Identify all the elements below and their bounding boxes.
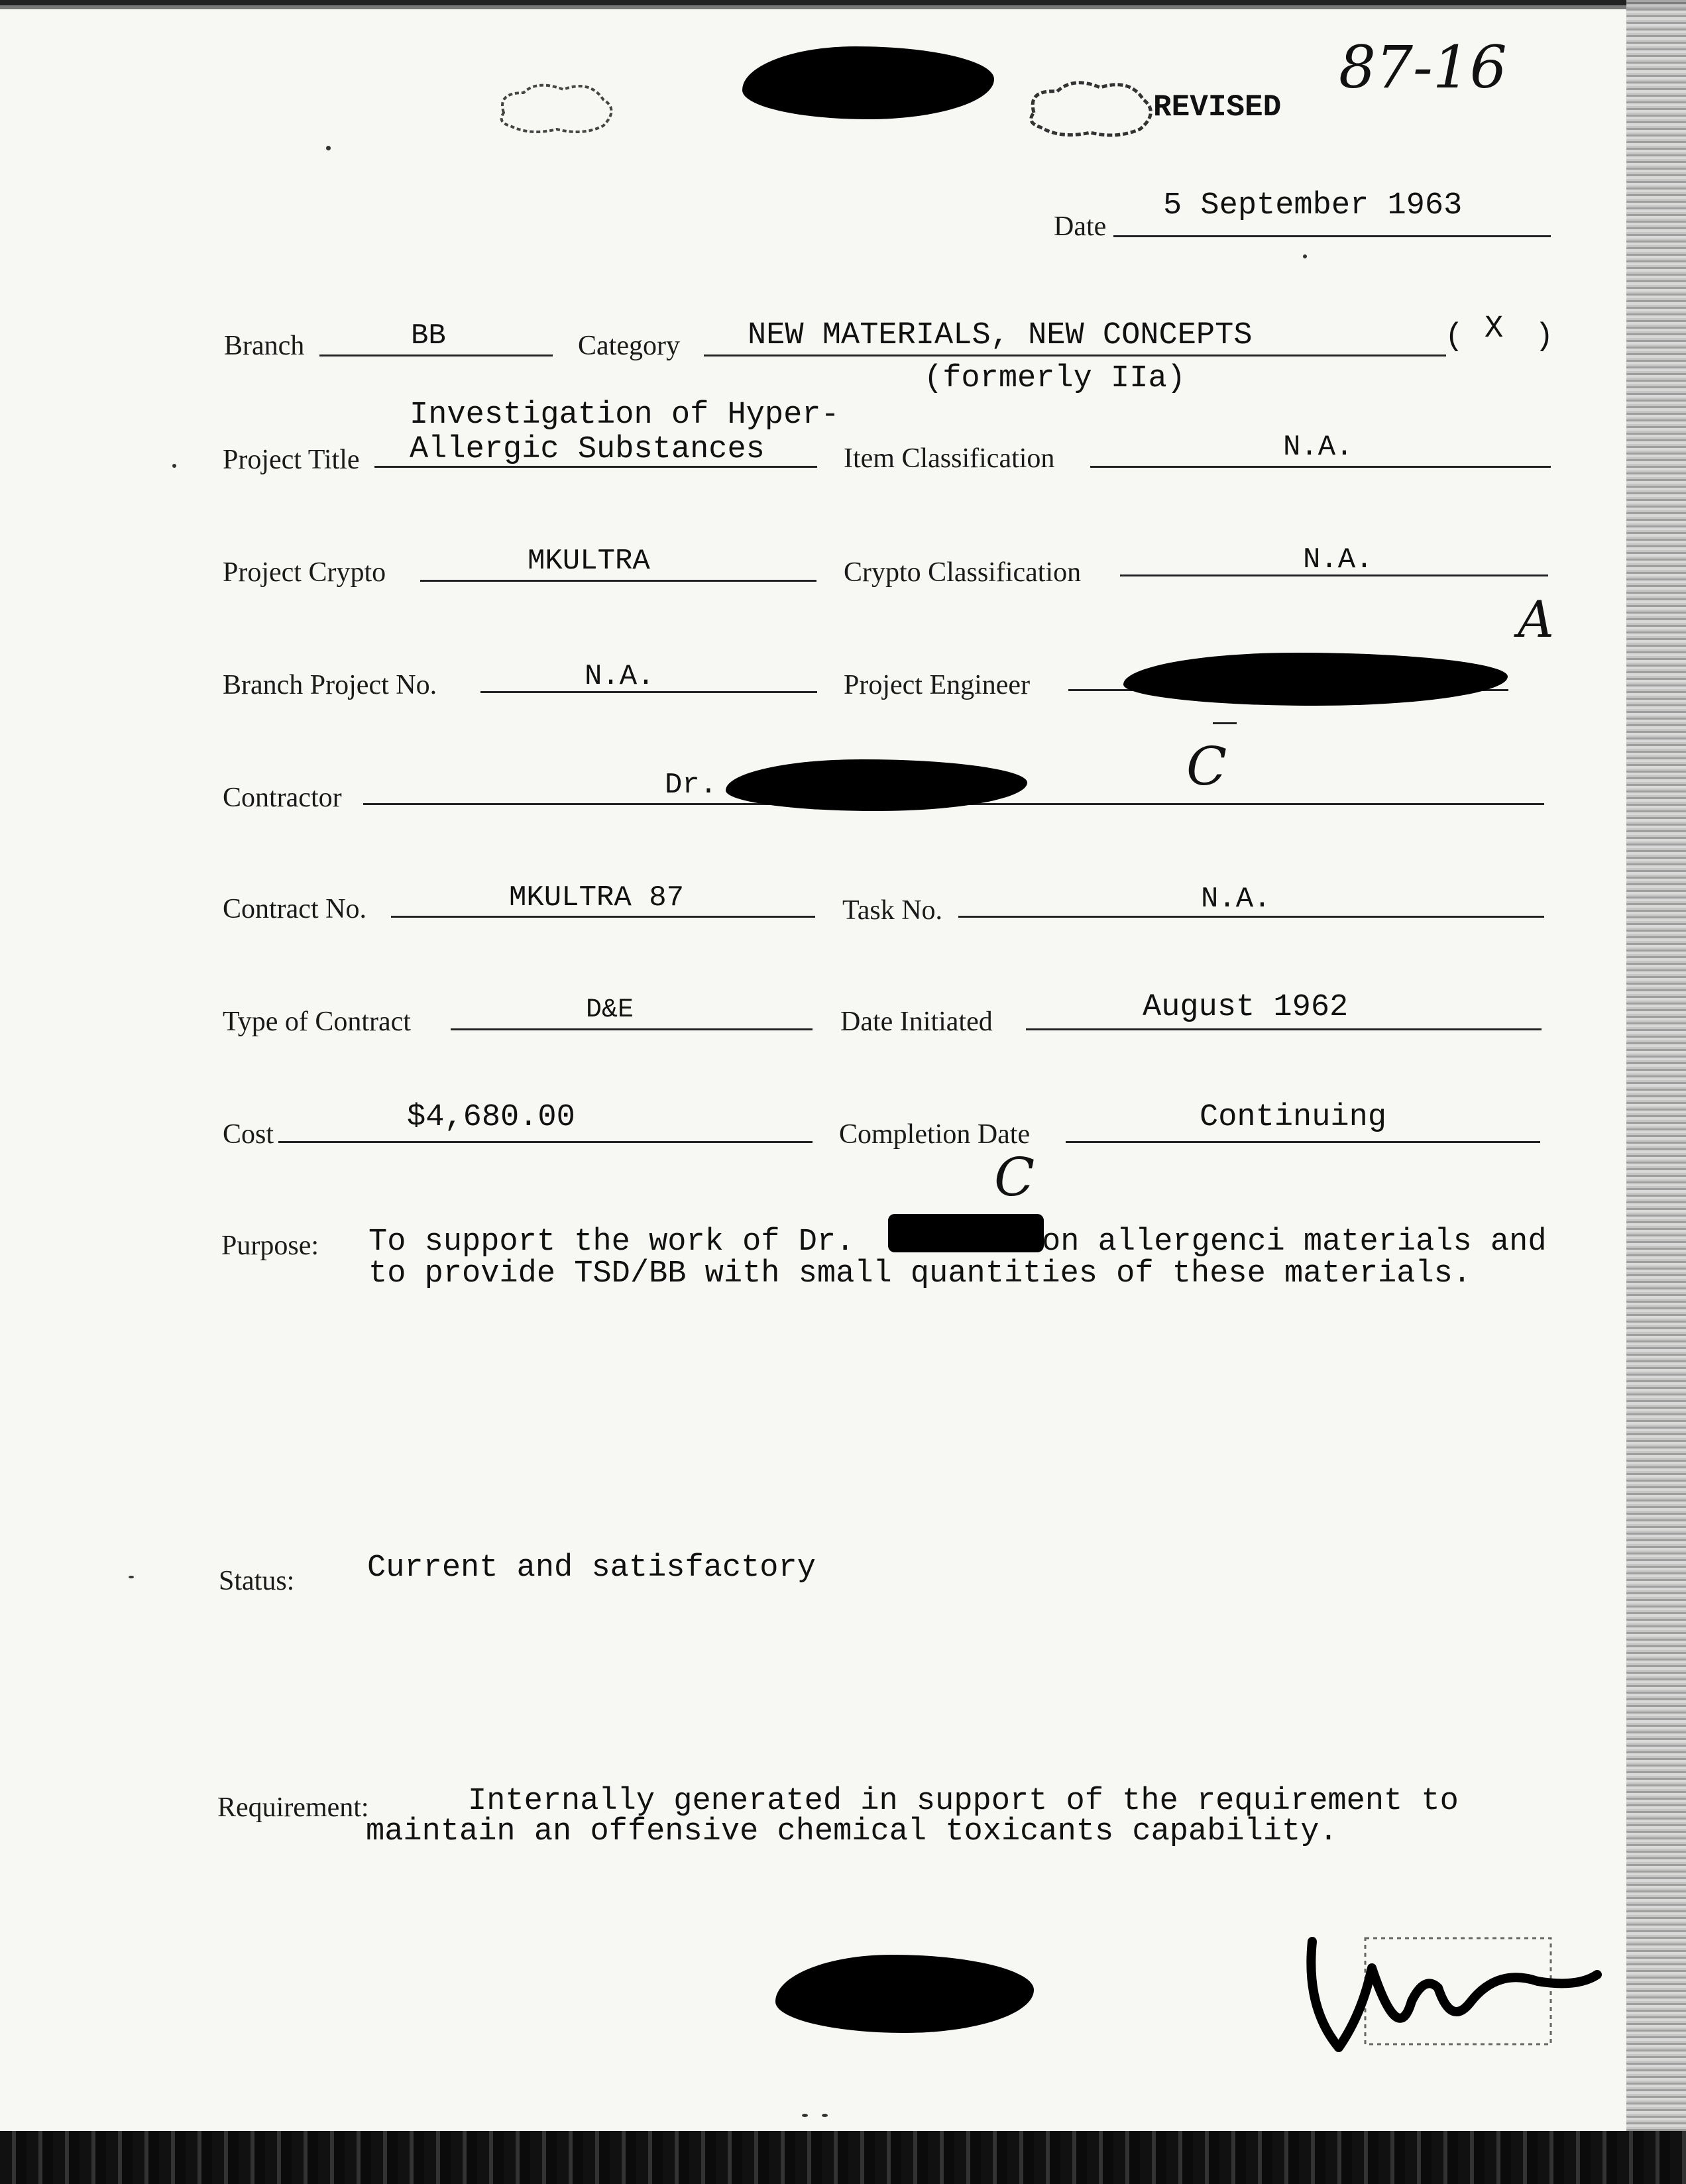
project-crypto-line bbox=[420, 580, 816, 582]
project-title-line1: Investigation of Hyper- bbox=[410, 398, 840, 433]
requirement-line2: maintain an offensive chemical toxicants capability. bbox=[366, 1814, 1338, 1849]
task-no-label: Task No. bbox=[842, 895, 943, 926]
project-engineer-label: Project Engineer bbox=[844, 670, 1031, 700]
project-crypto-label: Project Crypto bbox=[223, 557, 386, 588]
date-value: 5 September 1963 bbox=[1163, 188, 1463, 223]
completion-date-label: Completion Date bbox=[839, 1119, 1031, 1150]
contract-no-line bbox=[391, 916, 815, 918]
cloud-stamp-left-icon bbox=[490, 73, 623, 139]
type-of-contract-label: Type of Contract bbox=[223, 1007, 411, 1037]
task-no-value: N.A. bbox=[1201, 883, 1271, 916]
redaction-footer bbox=[775, 1955, 1034, 2033]
status-value: Current and satisfactory bbox=[367, 1551, 816, 1586]
date-label: Date bbox=[1054, 211, 1107, 242]
contract-no-label: Contract No. bbox=[223, 894, 366, 924]
date-line bbox=[1113, 235, 1551, 237]
scan-bottom-edge bbox=[0, 2131, 1686, 2184]
engineer-underscore-mark bbox=[1213, 722, 1237, 724]
status-label: Status: bbox=[219, 1566, 295, 1596]
category-value: NEW MATERIALS, NEW CONCEPTS bbox=[748, 318, 1253, 353]
speck bbox=[802, 2114, 808, 2117]
crypto-classification-value: N.A. bbox=[1303, 543, 1373, 576]
contractor-label: Contractor bbox=[223, 783, 342, 813]
speck bbox=[822, 2114, 828, 2117]
category-check-open: ( bbox=[1445, 319, 1464, 355]
speck bbox=[172, 464, 176, 468]
category-line bbox=[704, 355, 1446, 356]
purpose-line1-a: To support the work of Dr. bbox=[368, 1225, 855, 1260]
speck bbox=[326, 146, 331, 150]
branch-value: BB bbox=[411, 319, 446, 353]
scan-top-edge bbox=[0, 0, 1686, 15]
speck bbox=[129, 1576, 134, 1578]
annotation-c1: C bbox=[1186, 736, 1227, 797]
item-classification-line bbox=[1090, 466, 1551, 468]
type-of-contract-line bbox=[451, 1028, 813, 1030]
date-initiated-line bbox=[1026, 1028, 1542, 1030]
redaction-purpose bbox=[888, 1214, 1044, 1252]
category-formerly: (formerly IIa) bbox=[924, 361, 1186, 396]
task-no-line bbox=[958, 916, 1544, 918]
completion-date-value: Continuing bbox=[1200, 1100, 1387, 1135]
speck bbox=[1303, 254, 1307, 258]
project-crypto-value: MKULTRA bbox=[528, 545, 650, 578]
requirement-label: Requirement: bbox=[217, 1792, 369, 1823]
handwritten-initials-icon bbox=[1299, 1928, 1610, 2054]
completion-date-line bbox=[1066, 1141, 1540, 1143]
file-number-handwritten: 87-16 bbox=[1339, 33, 1507, 101]
branch-label: Branch bbox=[224, 331, 305, 361]
category-check-mark: X bbox=[1485, 311, 1504, 347]
requirement-line1: Internally generated in support of the requirement to bbox=[468, 1784, 1459, 1819]
category-check-close: ) bbox=[1535, 319, 1554, 355]
branch-project-no-label: Branch Project No. bbox=[223, 670, 437, 700]
branch-project-no-value: N.A. bbox=[585, 660, 655, 693]
contractor-value: Dr. bbox=[665, 769, 718, 802]
item-classification-label: Item Classification bbox=[844, 443, 1055, 474]
purpose-line1-b: on allergenci materials and bbox=[1042, 1225, 1547, 1260]
cloud-stamp-right-icon bbox=[1021, 73, 1166, 146]
annotation-c2: C bbox=[994, 1146, 1035, 1208]
cost-label: Cost bbox=[223, 1119, 274, 1150]
annotation-a: A bbox=[1518, 590, 1554, 649]
date-initiated-label: Date Initiated bbox=[840, 1007, 993, 1037]
cost-value: $4,680.00 bbox=[407, 1100, 575, 1135]
crypto-classification-label: Crypto Classification bbox=[844, 557, 1082, 588]
category-label: Category bbox=[578, 331, 680, 361]
revised-stamp: REVISED bbox=[1153, 90, 1282, 125]
contract-no-value: MKULTRA 87 bbox=[509, 881, 685, 914]
type-of-contract-value: D&E bbox=[586, 995, 634, 1025]
date-initiated-value: August 1962 bbox=[1143, 990, 1349, 1025]
branch-line bbox=[319, 355, 553, 356]
purpose-label: Purpose: bbox=[221, 1230, 319, 1261]
project-title-label: Project Title bbox=[223, 445, 360, 475]
item-classification-value: N.A. bbox=[1283, 431, 1353, 464]
scan-right-edge bbox=[1626, 0, 1686, 2184]
purpose-line2: to provide TSD/BB with small quantities of these materials. bbox=[368, 1256, 1472, 1291]
redaction-header bbox=[742, 46, 994, 119]
redaction-project-engineer bbox=[1123, 653, 1508, 706]
cost-line bbox=[278, 1141, 813, 1143]
project-title-line2: Allergic Substances bbox=[410, 432, 765, 467]
